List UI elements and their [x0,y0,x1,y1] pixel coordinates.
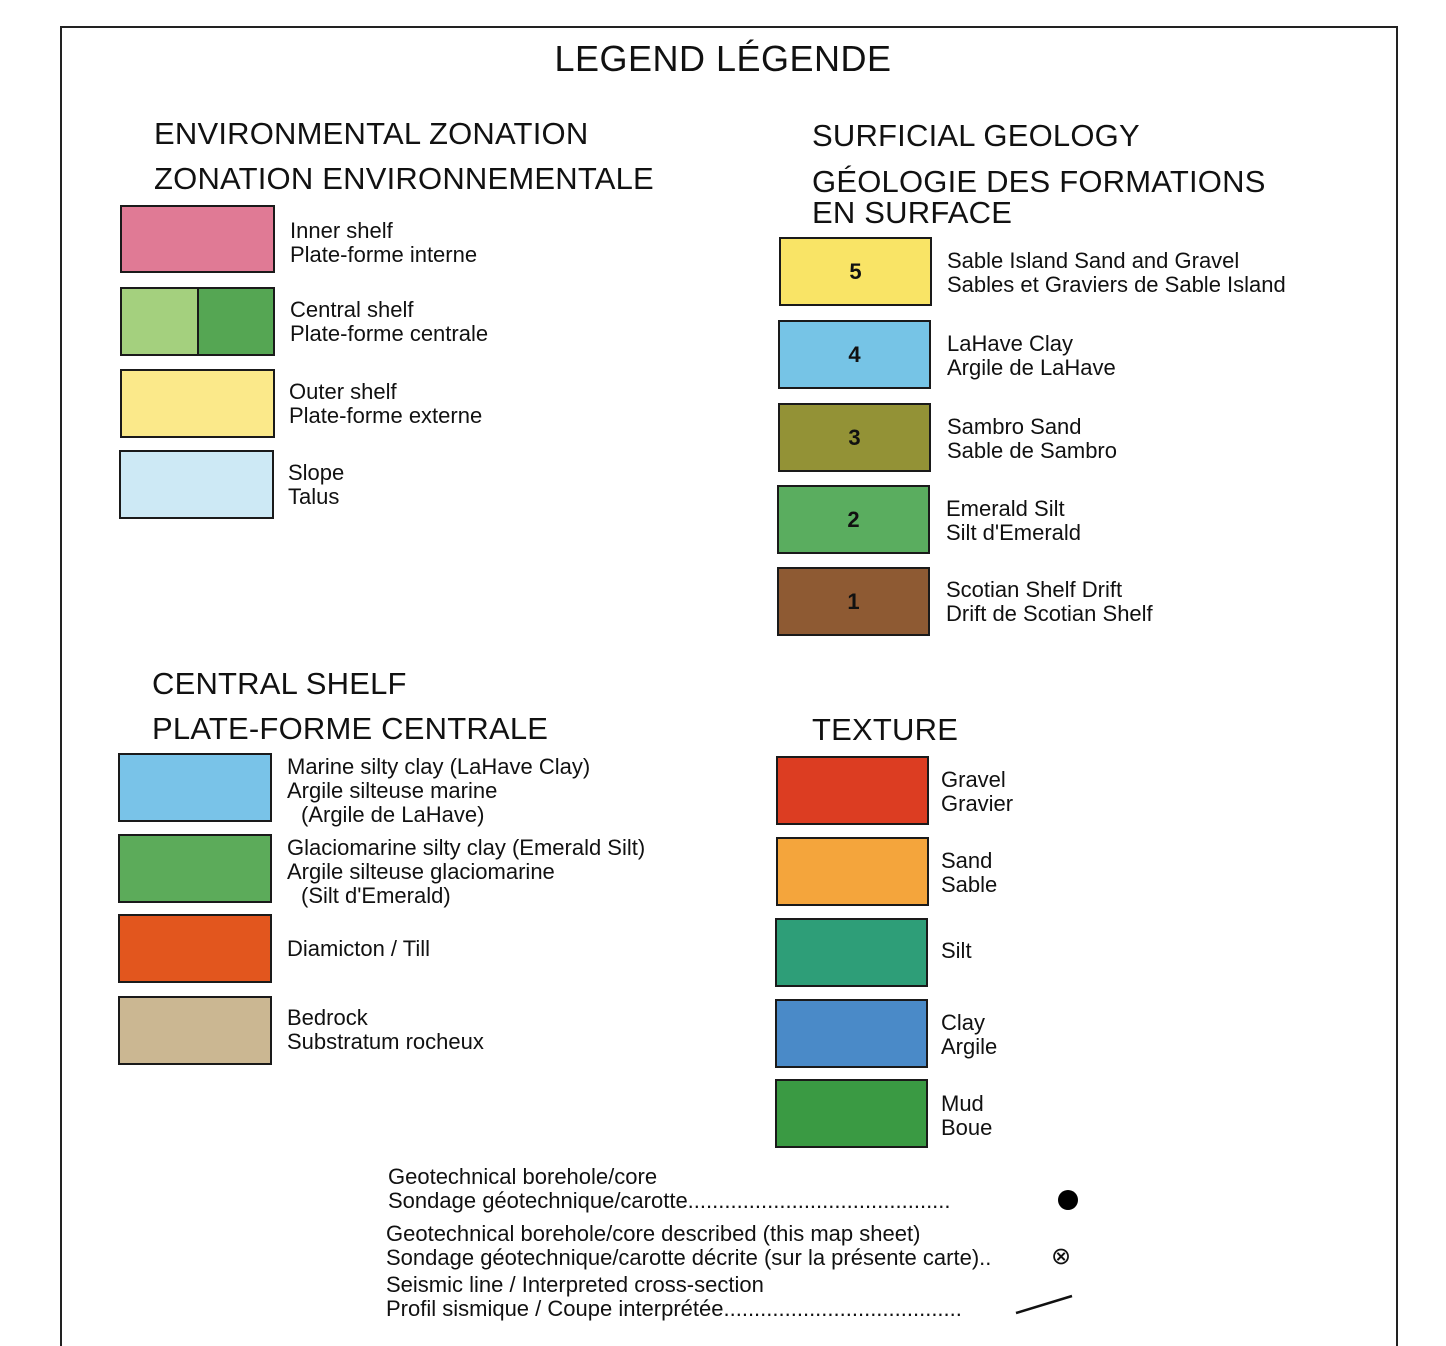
texture-label-fr: Boue [941,1115,993,1140]
texture-swatch [775,999,928,1068]
geology-unit-number: 4 [848,341,861,367]
geology-unit-label-fr: Drift de Scotian Shelf [946,601,1153,626]
geology-unit-label-fr: Sables et Graviers de Sable Island [947,272,1286,297]
symbol-entry-borehole [388,1165,951,1213]
symbol-entry-seismic-line [386,1273,962,1321]
texture-label-fr: Gravier [941,791,1014,816]
geology-unit-swatch [779,237,932,306]
env-zonation-heading-fr: ZONATION ENVIRONNEMENTALE [154,161,654,196]
env-color-swatch-split [120,287,275,356]
texture-swatch [775,1079,928,1148]
central-shelf-heading-fr: PLATE-FORME CENTRALE [152,711,549,746]
symbol-label-fr: Sondage géotechnique/carotte........................................... [388,1188,951,1213]
central-shelf-swatch [118,996,272,1065]
central-shelf-swatch [118,753,272,822]
texture-heading: TEXTURE [812,712,959,747]
central-shelf-label-line: Argile silteuse glaciomarine [287,859,555,884]
env-label-fr: Talus [288,484,340,509]
env-color-swatch [120,205,275,273]
central-shelf-label-line: (Silt d'Emerald) [301,883,451,908]
central-shelf-swatch [118,834,272,903]
geology-unit-label-en: Scotian Shelf Drift [946,577,1123,602]
symbol-label-en: Geotechnical borehole/core described (this map sheet) [386,1221,921,1246]
symbol-entry-described-borehole [386,1222,991,1270]
symbol-label-en: Geotechnical borehole/core [388,1164,658,1189]
filled-dot-icon [1058,1190,1078,1210]
symbol-label-en: Seismic line / Interpreted cross-section [386,1272,764,1297]
env-label-fr: Plate-forme centrale [290,321,489,346]
surficial-geology-heading-en: SURFICIAL GEOLOGY [812,118,1140,153]
geology-unit-label-en: Emerald Silt [946,496,1065,521]
surficial-geology-heading-fr-2: EN SURFACE [812,195,1013,230]
symbol-label-fr: Sondage géotechnique/carotte décrite (sur la présente carte).. [386,1245,992,1270]
central-shelf-label-line: Diamicton / Till [287,936,431,961]
geology-unit-number: 2 [847,506,860,532]
texture-label-en: Sand [941,848,993,873]
env-color-swatch-dark [197,289,274,354]
env-zonation-heading-en: ENVIRONMENTAL ZONATION [154,116,589,151]
env-label-fr: Plate-forme externe [289,403,483,428]
texture-label-fr: Argile [941,1034,998,1059]
symbol-label-fr: Profil sismique / Coupe interprétée....................................... [386,1296,962,1321]
geology-unit-number: 1 [847,588,860,614]
env-label-en: Central shelf [290,297,414,322]
geology-unit-swatch [778,403,931,472]
geology-unit-swatch [778,320,931,389]
seismic-line-icon [1014,1292,1076,1316]
env-label-en: Slope [288,460,345,485]
texture-swatch [775,918,928,987]
texture-label-en: Gravel [941,767,1006,792]
geology-unit-label-fr: Silt d'Emerald [946,520,1082,545]
geology-unit-swatch [777,567,930,636]
circled-x-icon: ⊗ [1051,1243,1072,1270]
env-color-swatch [119,450,274,519]
central-shelf-label-line: Marine silty clay (LaHave Clay) [287,754,591,779]
geology-unit-label-fr: Sable de Sambro [947,438,1117,463]
env-label-en: Inner shelf [290,218,393,243]
geology-unit-label-en: LaHave Clay [947,331,1073,356]
surficial-geology-heading-fr-1: GÉOLOGIE DES FORMATIONS [812,164,1266,199]
central-shelf-label-line: Argile silteuse marine [287,778,498,803]
texture-label-en: Mud [941,1091,984,1116]
central-shelf-label-line: Glaciomarine silty clay (Emerald Silt) [287,835,646,860]
legend-title: LEGEND LÉGENDE [554,38,892,79]
geology-unit-number: 3 [848,424,861,450]
texture-label-en: Clay [941,1010,986,1035]
geology-unit-swatch [777,485,930,554]
env-color-swatch [120,369,275,438]
texture-swatch [776,756,929,825]
env-label-fr: Plate-forme interne [290,242,478,267]
env-color-swatch-light [122,289,197,354]
central-shelf-label-line: Bedrock [287,1005,368,1030]
texture-swatch [776,837,929,906]
texture-label-fr: Sable [941,872,998,897]
central-shelf-label-line: Substratum rocheux [287,1029,484,1054]
central-shelf-label-line: (Argile de LaHave) [301,802,485,827]
central-shelf-swatch [118,914,272,983]
geology-unit-number: 5 [849,258,862,284]
texture-label-en: Silt [941,938,972,963]
central-shelf-heading-en: CENTRAL SHELF [152,666,407,701]
env-label-en: Outer shelf [289,379,397,404]
geology-unit-label-en: Sable Island Sand and Gravel [947,248,1240,273]
geology-unit-label-en: Sambro Sand [947,414,1082,439]
geology-unit-label-fr: Argile de LaHave [947,355,1116,380]
